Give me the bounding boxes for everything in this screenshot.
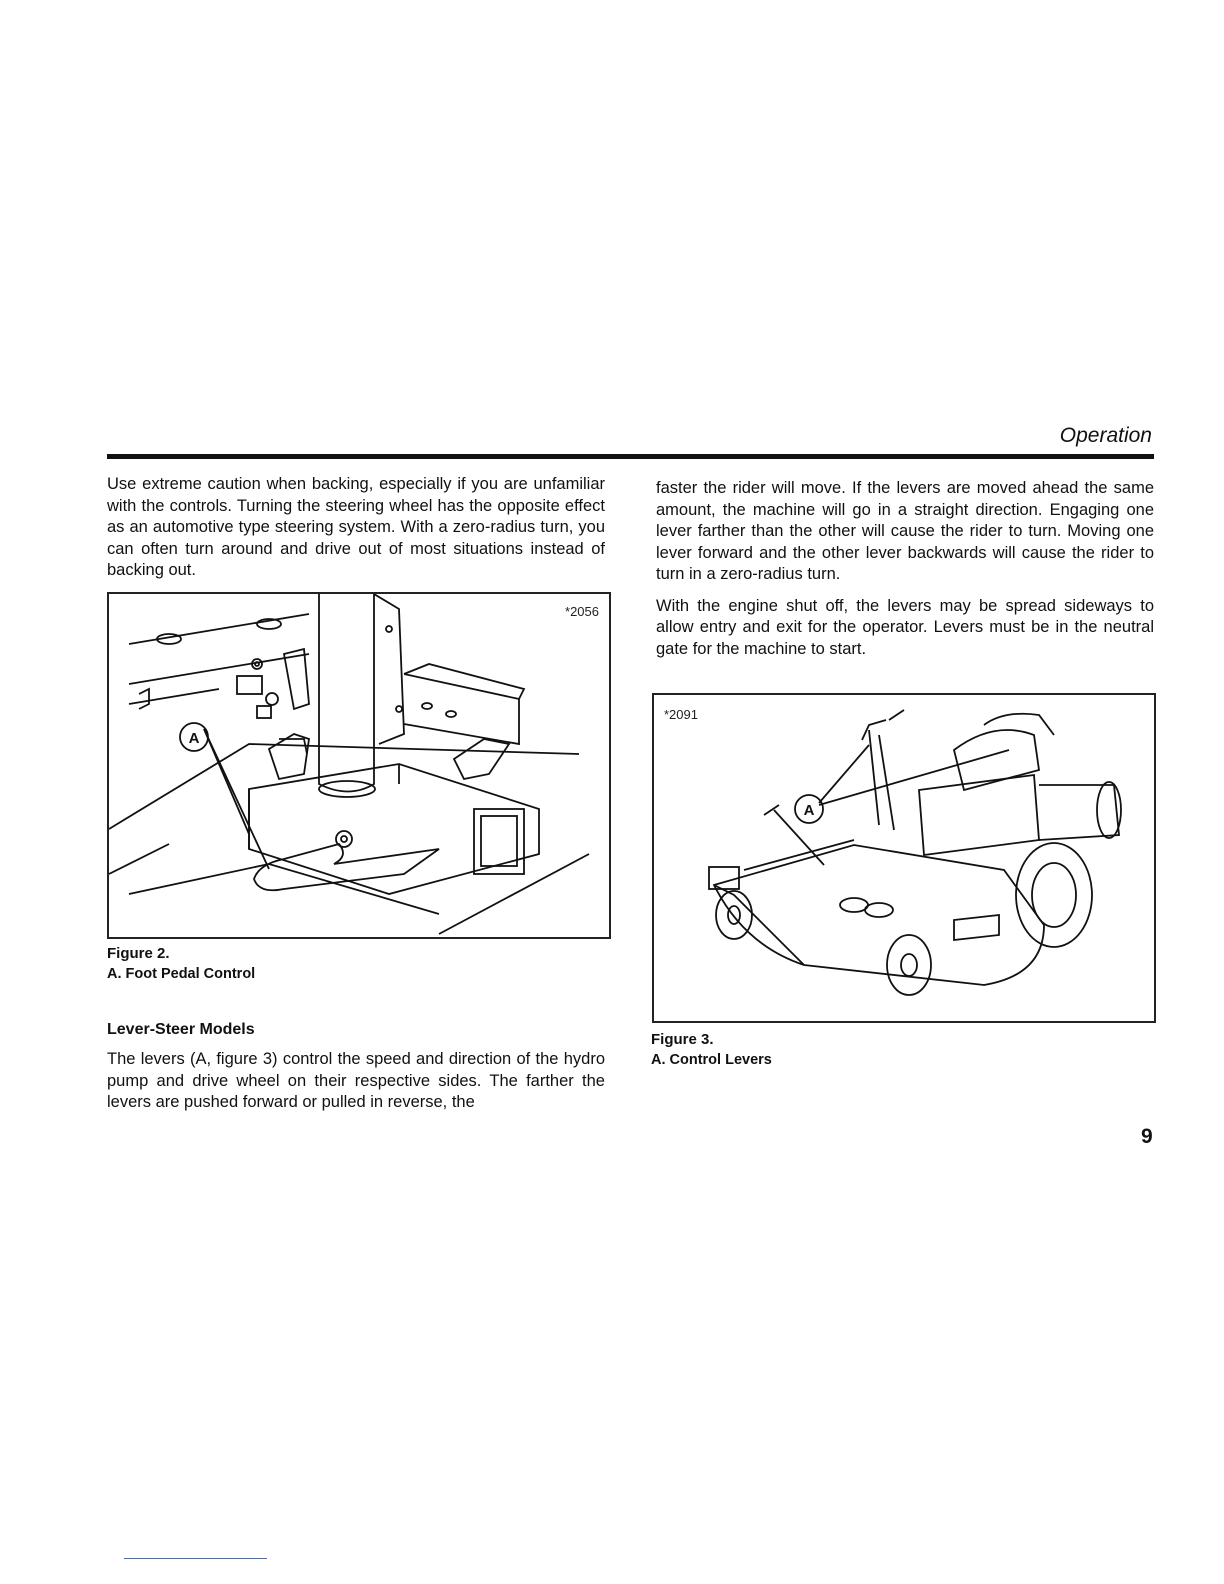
right-paragraph-2: With the engine shut off, the levers may be spread sideways to allow entry and exit for the operator. Levers must be in the neutral gate for the machine to start. bbox=[656, 596, 1154, 658]
header-rule bbox=[107, 454, 1154, 459]
figure-2-id: *2056 bbox=[565, 604, 599, 619]
figure-2-item: A. Foot Pedal Control bbox=[107, 966, 256, 982]
intro-paragraph: Use extreme caution when backing, especially if you are unfamiliar with the controls. Turning the steering wheel has the opposite effect as an automotive type steering system. With a zero-radius turn, you can often turn around and drive out of most situations instead of backing out. bbox=[107, 475, 605, 579]
footer-line bbox=[124, 1558, 267, 1559]
right-paragraph-1: faster the rider will move. If the levers are moved ahead the same amount, the machine will go in a straight direction. Engaging one lever farther than the other will cause the rider to turn. Moving one lever forward and the other lever backwards will cause the rider to turn in a zero-radius turn. bbox=[656, 479, 1154, 583]
figure-2-title: Figure 2. bbox=[107, 945, 170, 962]
mower-drawing bbox=[654, 695, 1154, 1021]
figure-3-callout: A bbox=[803, 802, 815, 819]
figure-2-callout: A bbox=[188, 730, 200, 747]
foot-pedal-drawing bbox=[109, 594, 609, 937]
figure-2-illustration bbox=[107, 592, 611, 939]
section-title: Operation bbox=[1059, 424, 1152, 447]
figure-3-caption bbox=[651, 1030, 772, 1070]
figure-3-id: *2091 bbox=[664, 707, 698, 722]
left-column bbox=[107, 474, 605, 582]
right-column bbox=[656, 478, 1154, 660]
figure-3-title: Figure 3. bbox=[651, 1031, 714, 1048]
figure-2-caption bbox=[107, 944, 255, 984]
page-number: 9 bbox=[1141, 1125, 1153, 1148]
lever-steer-paragraph: The levers (A, figure 3) control the speed and direction of the hydro pump and drive wheel on their respective sides. The farther the levers are pushed forward or pulled in reverse, the bbox=[107, 1050, 605, 1111]
lever-steer-text-block bbox=[107, 1049, 605, 1114]
figure-3-item: A. Control Levers bbox=[651, 1052, 772, 1068]
figure-3-illustration bbox=[652, 693, 1156, 1023]
lever-steer-heading: Lever-Steer Models bbox=[107, 1021, 255, 1038]
